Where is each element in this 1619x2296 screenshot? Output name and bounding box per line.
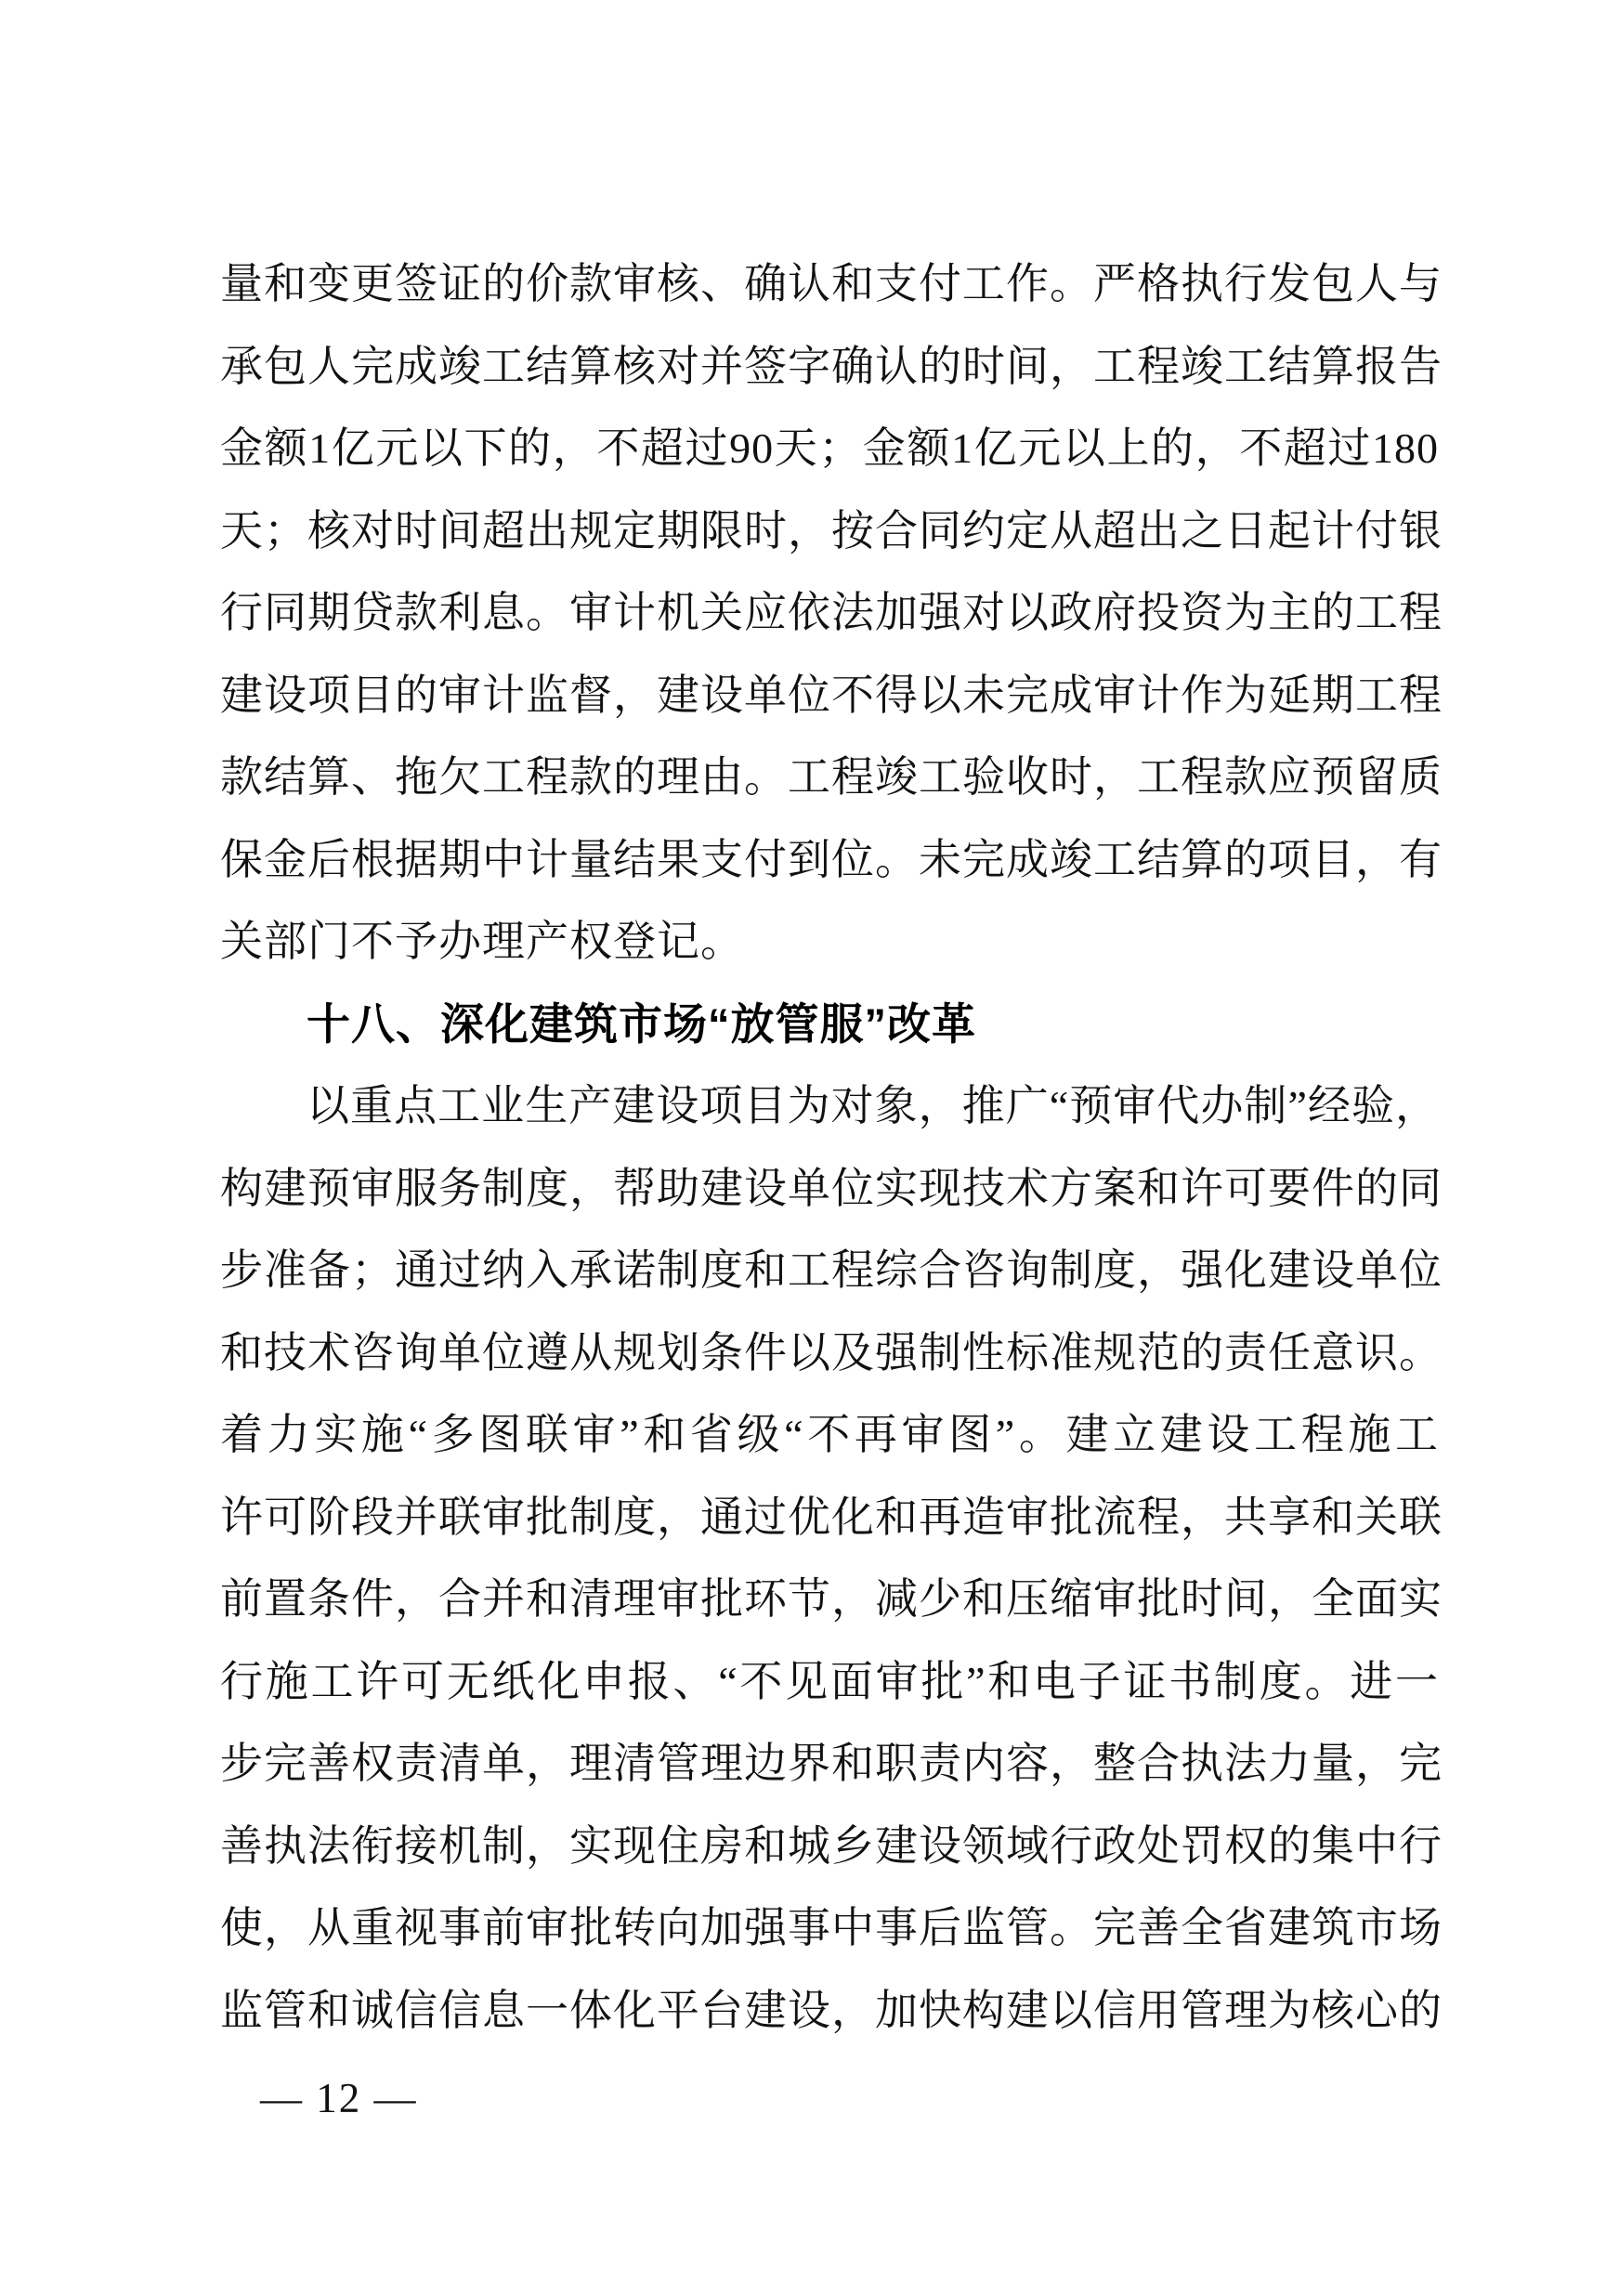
body-text-line: 关部门不予办理产权登记。 <box>220 918 744 965</box>
body-text-line: 和技术咨询单位遵从规划条件以及强制性标准规范的责任意识。 <box>220 1328 1443 1376</box>
body-text-line: 构建预审服务制度，帮助建设单位实现技术方案和许可要件的同 <box>220 1164 1443 1212</box>
body-text-line: 善执法衔接机制，实现住房和城乡建设领域行政处罚权的集中行 <box>220 1821 1443 1870</box>
body-text-line: 款结算、拖欠工程款的理由。工程竣工验收时，工程款应预留质 <box>220 753 1443 801</box>
page-number: — 12 — <box>260 2075 418 2121</box>
body-text-line: 行施工许可无纸化申报、“不见面审批”和电子证书制度。进一 <box>220 1657 1439 1705</box>
body-text-line: 建设项目的审计监督，建设单位不得以未完成审计作为延期工程 <box>220 671 1443 719</box>
body-text-line: 着力实施“多图联审”和省级“不再审图”。建立建设工程施工 <box>220 1411 1439 1458</box>
body-text-line: 使，从重视事前审批转向加强事中事后监管。完善全省建筑市场 <box>220 1904 1443 1951</box>
body-text-line: 监管和诚信信息一体化平台建设，加快构建以信用管理为核心的 <box>220 1986 1443 2034</box>
body-text-line: 许可阶段并联审批制度，通过优化和再造审批流程，共享和关联 <box>220 1493 1443 1541</box>
body-text-line: 行同期贷款利息。审计机关应依法加强对以政府投资为主的工程 <box>220 589 1443 636</box>
body-text-line: 保金后根据期中计量结果支付到位。未完成竣工结算的项目，有 <box>220 835 1443 883</box>
body-text-line: 前置条件，合并和清理审批环节，减少和压缩审批时间，全面实 <box>220 1575 1443 1623</box>
document-body <box>220 243 1443 2052</box>
body-text-line: 量和变更签证的价款审核、确认和支付工作。严格执行发包人与 <box>220 260 1443 307</box>
body-text-line: 天；核对时间超出规定期限时，按合同约定从超出之日起计付银 <box>220 506 1443 554</box>
section-heading: 十八、深化建筑市场“放管服”改革 <box>307 998 976 1049</box>
body-text-line: 步完善权责清单，理清管理边界和职责内容，整合执法力量，完 <box>220 1740 1443 1787</box>
body-text-line: 金额1亿元以下的，不超过90天；金额1亿元以上的，不超过180 <box>220 424 1439 472</box>
body-text-line: 步准备；通过纳入承诺制度和工程综合咨询制度，强化建设单位 <box>220 1246 1443 1294</box>
body-text-line: 以重点工业生产建设项目为对象，推广“预审代办制”经验， <box>307 1082 1439 1129</box>
body-text-line: 承包人完成竣工结算核对并签字确认的时间，工程竣工结算报告 <box>220 342 1443 390</box>
